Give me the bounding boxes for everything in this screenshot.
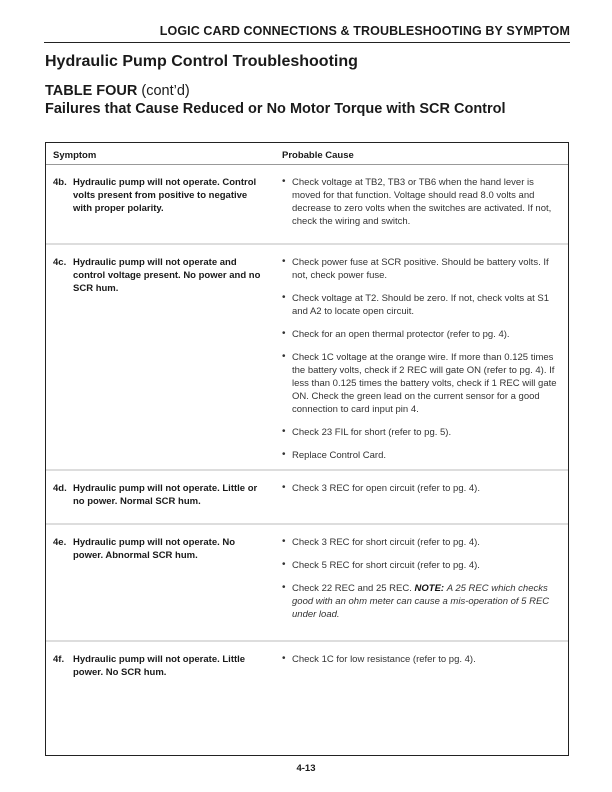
cause-text: Check voltage at TB2, TB3 or TB6 when the hand lever is moved for that function. Voltage should read 8.0 volts and decrease to zero volts when the switches are activated. If not, check the wiring and switch. xyxy=(292,177,552,227)
symptom-id: 4c. xyxy=(53,257,67,268)
column-header-cause: Probable Cause xyxy=(282,150,354,161)
cause-text: Check 22 REC and 25 REC. xyxy=(292,583,412,594)
cause-item xyxy=(282,176,564,228)
bullet-icon: • xyxy=(282,449,286,460)
troubleshooting-table xyxy=(45,142,569,756)
table-label-suffix: (cont’d) xyxy=(141,83,190,99)
cause-text: Check 23 FIL for short (refer to pg. 5). xyxy=(292,427,452,438)
symptom-text: Hydraulic pump will not operate. Control volts present from positive to negative with proper polarity. xyxy=(73,177,257,214)
table-label xyxy=(45,83,190,99)
cause-item xyxy=(282,351,564,416)
bullet-icon: • xyxy=(282,582,286,593)
page-number: 4-13 xyxy=(296,763,316,774)
bullet-icon: • xyxy=(282,482,286,493)
bullet-icon: • xyxy=(282,256,286,267)
bullet-icon: • xyxy=(282,176,286,187)
cause-item xyxy=(282,292,564,318)
column-header-symptom: Symptom xyxy=(53,150,97,161)
table-label-text: TABLE FOUR xyxy=(45,83,138,99)
table-row xyxy=(46,471,568,525)
symptom-cell xyxy=(53,536,263,562)
table-row xyxy=(46,525,568,642)
bullet-icon: • xyxy=(282,426,286,437)
cause-text: Check for an open thermal protector (refer to pg. 4). xyxy=(292,329,510,340)
symptom-id: 4d. xyxy=(53,483,67,494)
symptom-text: Hydraulic pump will not operate and control voltage present. No power and no SCR hum. xyxy=(73,257,261,294)
cause-text: Replace Control Card. xyxy=(292,450,386,461)
cause-item xyxy=(282,536,564,549)
symptom-cell xyxy=(53,256,263,295)
running-header: LOGIC CARD CONNECTIONS & TROUBLESHOOTING BY SYMPTOM xyxy=(159,24,570,38)
bullet-icon: • xyxy=(282,328,286,339)
cause-text: Check power fuse at SCR positive. Should be battery volts. If not, check power fuse. xyxy=(292,257,549,281)
table-row xyxy=(46,245,568,471)
bullet-icon: • xyxy=(282,536,286,547)
cause-item xyxy=(282,582,564,621)
cause-item xyxy=(282,653,564,666)
cause-cell xyxy=(282,176,564,238)
symptom-id: 4b. xyxy=(53,177,67,188)
table-title: Failures that Cause Reduced or No Motor Torque with SCR Control xyxy=(45,101,506,117)
bullet-icon: • xyxy=(282,653,286,664)
cause-item xyxy=(282,559,564,572)
cause-cell xyxy=(282,536,564,631)
symptom-cell xyxy=(53,653,263,679)
cause-text: Check 3 REC for short circuit (refer to pg. 4). xyxy=(292,537,480,548)
table-header xyxy=(46,143,568,165)
table-row xyxy=(46,642,568,757)
cause-cell xyxy=(282,653,564,676)
cause-item xyxy=(282,328,564,341)
symptom-text: Hydraulic pump will not operate. No power. Abnormal SCR hum. xyxy=(73,537,236,561)
symptom-id: 4e. xyxy=(53,537,67,548)
cause-cell xyxy=(282,256,564,472)
bullet-icon: • xyxy=(282,559,286,570)
cause-cell xyxy=(282,482,564,505)
bullet-icon: • xyxy=(282,292,286,303)
section-title: Hydraulic Pump Control Troubleshooting xyxy=(45,53,358,70)
cause-text: Check 1C voltage at the orange wire. If more than 0.125 times the battery volts, check if 2 REC will gate ON (refer to pg. 4). If less than 0.125 times the battery volts, check if 1 REC will gate ON. Check the green lead on the current sensor for a good connection to card input pin 4. xyxy=(292,352,557,415)
symptom-id: 4f. xyxy=(53,654,65,665)
symptom-text: Hydraulic pump will not operate. Little or no power. Normal SCR hum. xyxy=(73,483,258,507)
cause-item xyxy=(282,449,564,462)
symptom-cell xyxy=(53,482,263,508)
cause-item xyxy=(282,426,564,439)
cause-item xyxy=(282,482,564,495)
note-label: NOTE: xyxy=(414,583,445,594)
header-rule xyxy=(44,42,570,43)
cause-text: Check 5 REC for short circuit (refer to pg. 4). xyxy=(292,560,480,571)
bullet-icon: • xyxy=(282,351,286,362)
symptom-cell xyxy=(53,176,263,215)
cause-text: Check voltage at T2. Should be zero. If not, check volts at S1 and A2 to locate open circuit. xyxy=(292,293,549,317)
cause-text: Check 3 REC for open circuit (refer to pg. 4). xyxy=(292,483,480,494)
symptom-text: Hydraulic pump will not operate. Little power. No SCR hum. xyxy=(73,654,246,678)
cause-text: Check 1C for low resistance (refer to pg. 4). xyxy=(292,654,476,665)
table-row xyxy=(46,165,568,245)
cause-item xyxy=(282,256,564,282)
note-text: A 25 REC which checks good with an ohm meter can cause a mis-operation of 5 REC under load. xyxy=(292,583,550,620)
